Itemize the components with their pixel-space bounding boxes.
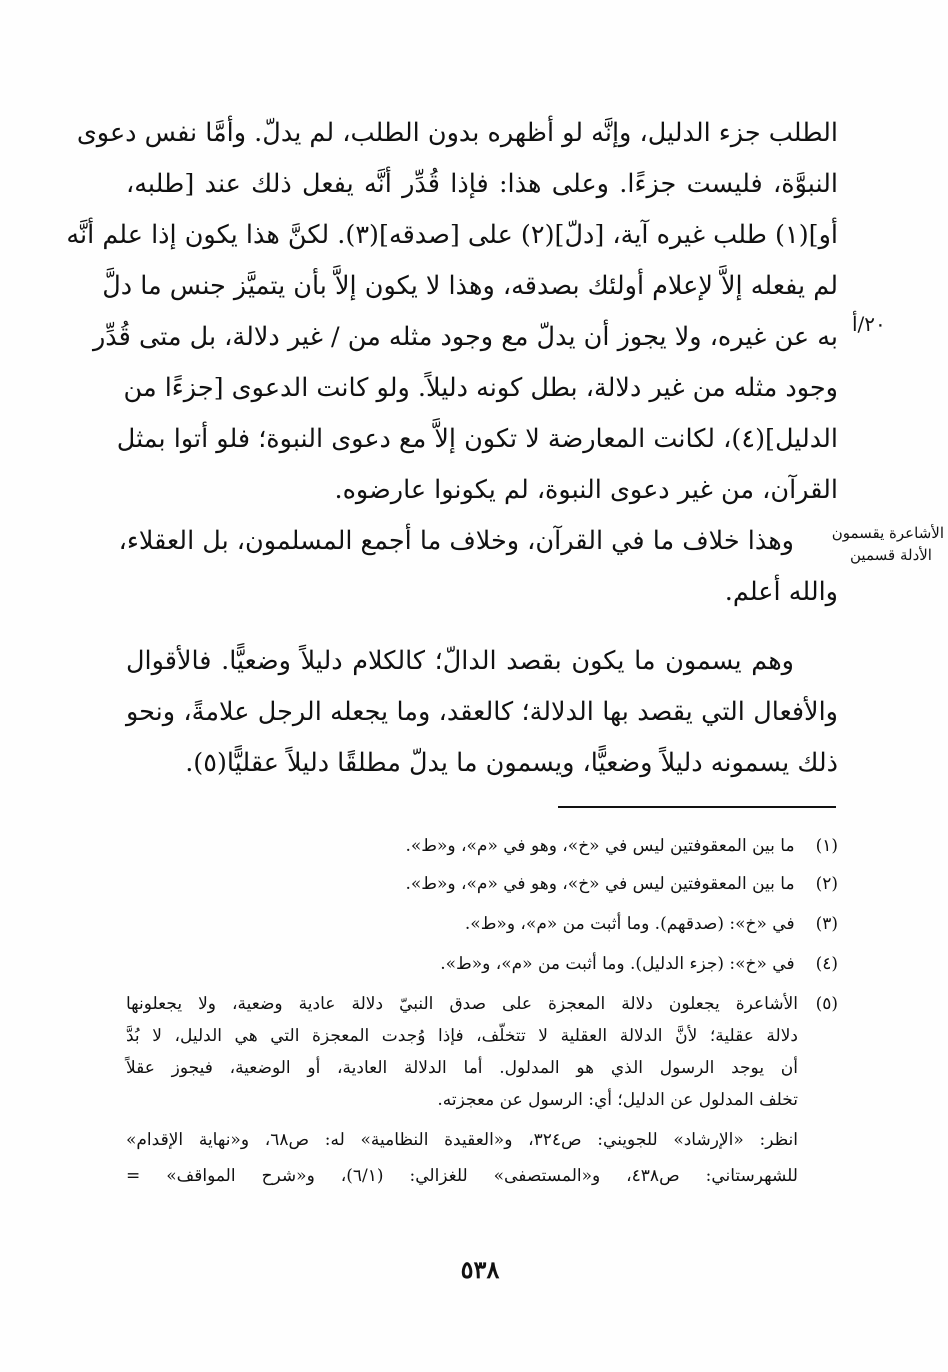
footnote-3 (126, 908, 838, 940)
footnote-5-line: الأشاعرة يجعلون دلالة المعجزة على صدق النبيّ دلالة عادية وضعية، ولا يجعلونها (126, 994, 798, 1014)
footnote-5-line: أن يوجد الرسول الذي هو المدلول. أما الدلالة العادية، أو الوضعية، فيجوز عقلاً (126, 1058, 798, 1078)
folio-marker: ٢٠/أ (852, 312, 886, 336)
text-line: وهم يسمون ما يكون بقصد الدالّ؛ كالكلام دليلاً وضعيًّا. فالأقوال (126, 646, 794, 676)
text-line: وجود مثله من غير دلالة، بطل كونه دليلاً. ولو كانت الدعوى [جزءًا من (123, 373, 838, 403)
text-line: ذلك يسمونه دليلاً وضعيًّا، ويسمون ما يدلّ مطلقًا دليلاً عقليًّا(٥). (185, 748, 838, 778)
footnote-5-reference: انظر: «الإرشاد» للجويني: ص٣٢٤، و«العقيدة النظامية» له: ص٦٨، و«نهاية الإقدام» (126, 1130, 798, 1150)
footnote-number: (٢) (815, 874, 838, 894)
footnote-rule (558, 806, 836, 808)
footnote-number: (١) (815, 836, 838, 856)
main-text (66, 108, 838, 789)
text-line: الطلب جزء الدليل، وإنَّه لو أظهره بدون الطلب، لم يدلّ. وأمَّا نفس دعوى (76, 118, 838, 148)
text-line: الدليل](٤)، لكانت المعارضة لا تكون إلاَّ مع دعوى النبوة؛ فلو أتوا بمثل (116, 424, 838, 454)
text-line: النبوَّة، فليست جزءًا. وعلى هذا: فإذا قُدِّر أنَّه يفعل ذلك عند [طلبه، (126, 169, 838, 199)
footnote-1 (126, 830, 838, 862)
footnote-text: ما بين المعقوفتين ليس في «خ»، وهو في «م»، و«ط». (405, 874, 795, 894)
footnote-text: في «خ»: (صدقهم). وما أثبت من «م»، و«ط». (464, 914, 795, 934)
footnote-text: في «خ»: (جزء الدليل). وما أثبت من «م»، و«ط». (440, 954, 795, 974)
footnote-5-line: دلالة عقلية؛ لأنَّ الدلالة العقلية لا تتخلّف، فإذا وُجدت المعجزة التي هي الدليل، لا بُدَّ (126, 1026, 798, 1046)
footnote-5-reference: للشهرستاني: ص٤٣٨، و«المستصفى» للغزالي: (٦/١)، و«شرح المواقف» = (126, 1166, 798, 1186)
text-line: أو](١) طلب غيره آية، [دلّ](٢) على [صدقه](٣). لكنَّ هذا يكون إذا علم أنَّه (66, 220, 838, 250)
text-line: والله أعلم. (724, 577, 838, 607)
margin-note-line-2: الأدلة قسمين (850, 546, 932, 564)
footnote-number: (٣) (815, 914, 838, 934)
margin-note-line-1: الأشاعرة يقسمون (831, 524, 944, 542)
text-line: والأفعال التي يقصد بها الدلالة؛ كالعقد، وما يجعله الرجل علامةً، ونحو (126, 697, 838, 727)
footnote-text: ما بين المعقوفتين ليس في «خ»، وهو في «م»، و«ط». (405, 836, 795, 856)
text-line: لم يفعله إلاَّ لإعلام أولئك بصدقه، وهذا لا يكون إلاَّ بأن يتميَّز جنس ما دلَّ (102, 271, 838, 301)
footnote-number: (٥) (815, 994, 838, 1014)
footnote-2 (126, 868, 838, 900)
text-line: وهذا خلاف ما في القرآن، وخلاف ما أجمع المسلمون، بل العقلاء، (118, 526, 794, 556)
footnote-4 (126, 948, 838, 980)
footnote-5-line: تخلف المدلول عن الدليل؛ أي: الرسول عن معجزته. (437, 1090, 798, 1110)
page-number: ٥٣٨ (460, 1255, 500, 1284)
margin-note (831, 522, 944, 566)
footnote-number: (٤) (815, 954, 838, 974)
text-line: القرآن، من غير دعوى النبوة، لم يكونوا عارضوه. (334, 475, 838, 505)
text-line: به عن غيره، ولا يجوز أن يدلّ مع وجود مثله من / غير دلالة، بل متى قُدِّر (92, 322, 838, 352)
